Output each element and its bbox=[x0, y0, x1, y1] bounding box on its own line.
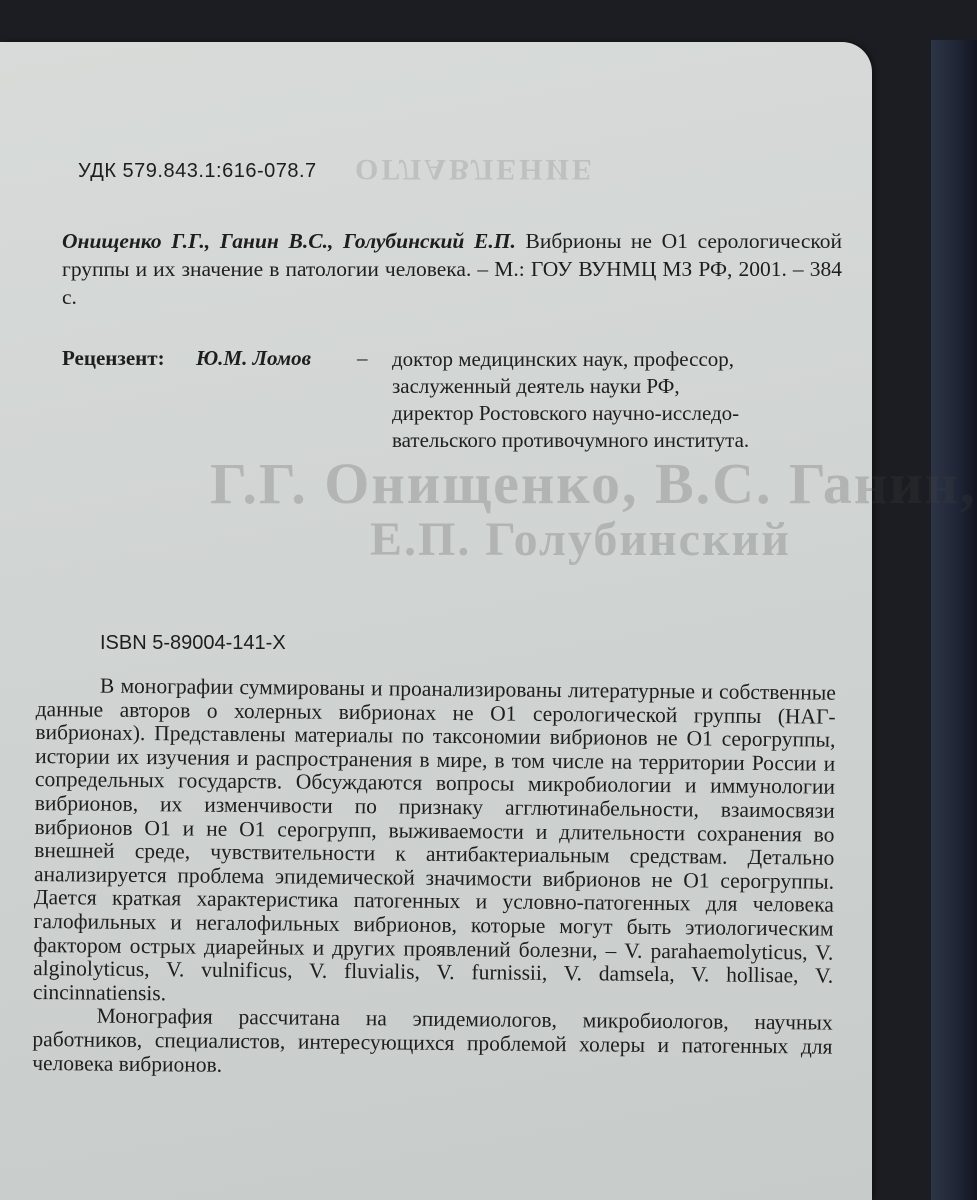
book-cover-edge bbox=[931, 40, 977, 1200]
udk-code: УДК 579.843.1:616-078.7 bbox=[78, 160, 317, 182]
reviewer-description bbox=[392, 346, 852, 454]
abstract-paragraph: Монография рассчитана на эпидемиологов, микробиологов, научных работников, специалистов, интересующихся проблемой холеры и патогенных для человека вибрионов. bbox=[32, 1003, 833, 1077]
abstract bbox=[32, 674, 836, 1083]
reviewer-desc-line: директор Ростовского научно-исследо- bbox=[392, 401, 740, 425]
show-through-heading: ОГЛАВЛЕНИЕ bbox=[355, 153, 595, 186]
reviewer-desc-line: заслуженный деятель науки РФ, bbox=[392, 374, 680, 398]
abstract-paragraph: В монографии суммированы и проанализированы литературные и собственные данные авторов о холерных вибрионах не О1 серологической группы (НАГ-вибрионах). Представлены материалы по таксономии вибрионов не О1 серогруппы, истории их изучения и распространения в мире, в том числе на территории России и сопредельных государств. Обсуждаются вопросы микробиологии и иммунологии вибрионов, их изменчивости по признаку агглютинабельности, взаимосвязи вибрионов О1 и не О1 серогрупп, выживаемости и длительности сохранения во внешней среде, чувствительности к антибактериальным средствам. Детально анализируется проблема эпидемической значимости вибрионов не О1 серогруппы. Дается краткая характеристика патогенных и условно-патогенных для человека галофильных и негалофильных вибрионов, которые могут быть этиологическим фактором острых диарейных и других проявлений болезни, – V. parahaemolyticus, V. alginolyticus, V. vulnificus, V. fluvialis, V. furnissii, V. damsela, V. hollisae, V. cincinnatiensis. bbox=[32, 673, 836, 1005]
book-page bbox=[0, 42, 977, 1200]
reviewer-name: Ю.М. Ломов bbox=[196, 346, 311, 370]
show-through-authors: Г.Г. Онищенко, В.С. Ганин, bbox=[210, 451, 977, 516]
isbn: ISBN 5-89004-141-X bbox=[100, 632, 286, 654]
reviewer-dash: – bbox=[357, 346, 368, 370]
show-through-author-2: Е.П. Голубинский bbox=[370, 513, 791, 566]
authors: Онищенко Г.Г., Ганин В.С., Голубинский Е.П. bbox=[62, 229, 516, 253]
reviewer-desc-line: вательского противочумного института. bbox=[392, 428, 750, 452]
reviewer-desc-line: доктор медицинских наук, профессор, bbox=[392, 347, 735, 371]
book-title: Вибрионы не О1 серологической группы и их значение в патологии человека. – М.: ГОУ ВУНМЦ МЗ РФ, 2001. – 384 с. bbox=[62, 229, 842, 309]
bibliographic-entry bbox=[62, 227, 842, 311]
reviewer-label: Рецензент: bbox=[62, 346, 165, 370]
